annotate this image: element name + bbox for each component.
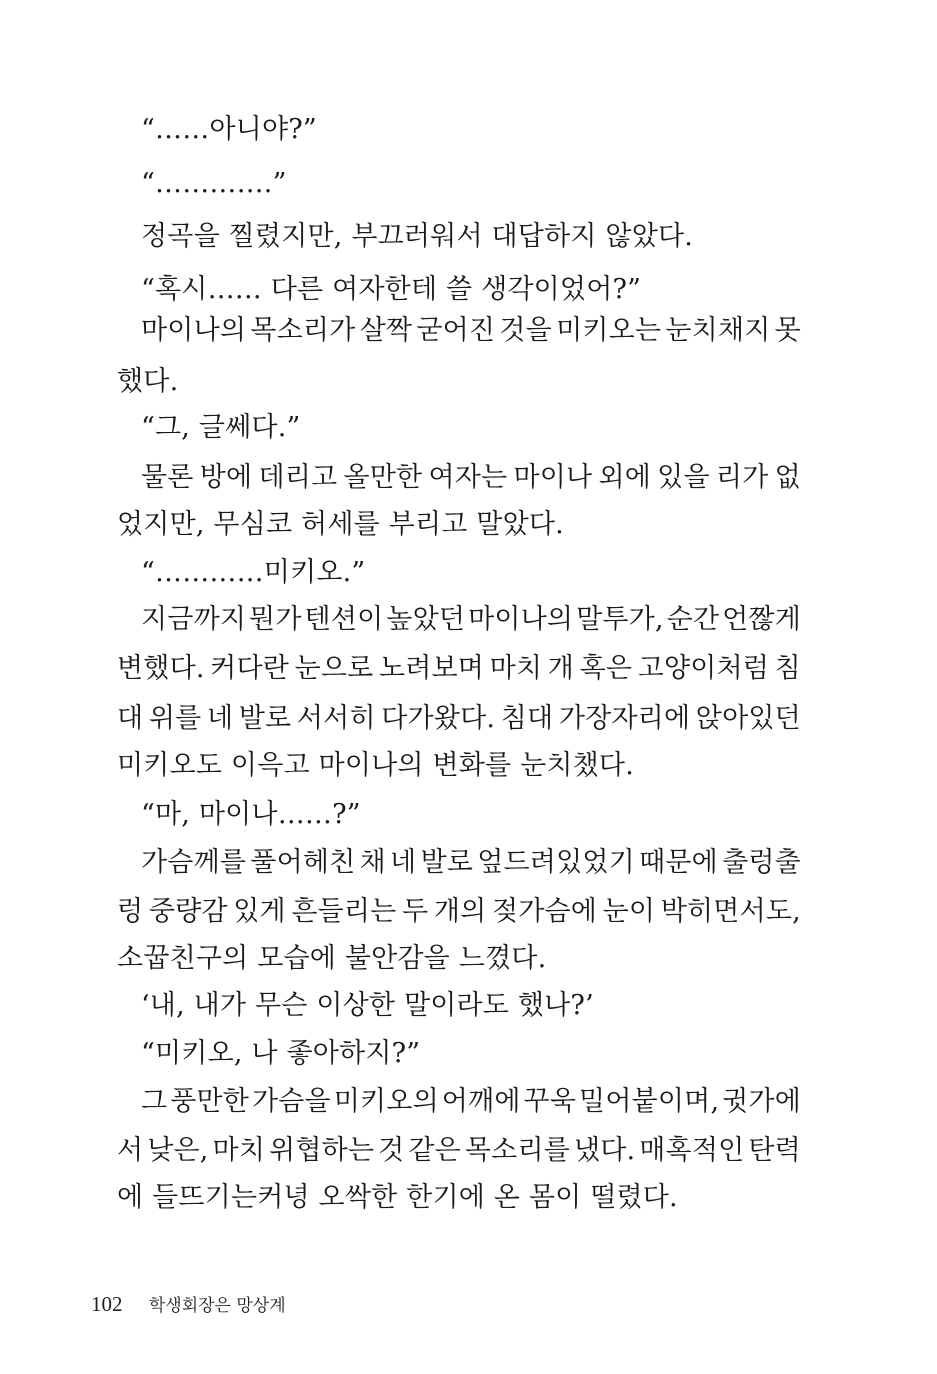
text-line <box>117 1133 801 1169</box>
word: 고양이처럼 <box>637 653 770 684</box>
word: 위협하는 <box>269 1135 375 1166</box>
word: 텐션이 <box>304 604 384 635</box>
word: 매혹적인 <box>639 1135 745 1166</box>
word: 흔들리는 <box>291 896 397 927</box>
word: 있게 <box>233 896 286 927</box>
word: 마치 <box>212 1135 266 1166</box>
word: 대 <box>117 703 144 734</box>
word: 네 <box>206 703 234 734</box>
word: 미키오의 <box>333 1086 439 1117</box>
word: 서 <box>117 1135 144 1166</box>
text-line: 었지만, 무심코 허세를 부리고 말았다. <box>117 509 564 540</box>
text-line <box>117 651 801 687</box>
word: 언짢게 <box>722 604 801 635</box>
word: 노려보며 <box>378 653 485 684</box>
word: 풍만한 <box>170 1086 250 1117</box>
word: 젖가슴에 <box>491 896 598 927</box>
text-line <box>117 894 801 930</box>
word: 같은 <box>408 1135 461 1166</box>
word: 침 <box>774 653 801 684</box>
word: 채 <box>359 847 386 878</box>
word: 출렁출 <box>722 847 801 878</box>
word: 못 <box>774 315 801 346</box>
word: 미키오는 <box>556 315 662 346</box>
word: 귓가에 <box>722 1086 801 1117</box>
word: 어깨에 <box>441 1086 521 1117</box>
word: 위를 <box>148 703 202 734</box>
word: 밀어붙이며, <box>579 1086 720 1117</box>
word: 발로 <box>238 703 292 734</box>
word: 엎드려있었기 <box>477 847 635 878</box>
text-line: “마, 마이나……?” <box>141 799 361 830</box>
word: 커다란 <box>210 653 290 684</box>
text-line: “혹시…… 다른 여자한테 쓸 생각이었어?” <box>141 274 642 305</box>
word: 목소리가 <box>250 315 356 346</box>
word: 목소리를 <box>464 1135 571 1166</box>
text-line <box>141 1084 801 1120</box>
text-line <box>117 701 801 737</box>
text-line <box>141 845 801 881</box>
word: 풀어헤친 <box>250 847 356 878</box>
word: 것을 <box>499 315 552 346</box>
text-line: “그, 글쎄다.” <box>141 412 301 443</box>
word: 외에 <box>598 462 652 493</box>
word: 가슴을 <box>251 1086 331 1117</box>
word: 냈다. <box>573 1135 636 1166</box>
text-line: 정곡을 찔렸지만, 부끄러워서 대답하지 않았다. <box>141 221 694 252</box>
word: 서서히 <box>296 703 376 734</box>
word: 살짝 <box>359 315 413 346</box>
word: 올만한 <box>343 462 423 493</box>
page-footer <box>91 1290 286 1320</box>
word: 리가 <box>715 462 769 493</box>
word: 마이나의 <box>468 604 574 635</box>
text-line <box>141 313 801 349</box>
text-line <box>141 602 801 638</box>
word: 없 <box>774 462 801 493</box>
word: 개 <box>547 653 575 684</box>
word: 눈치채지 <box>665 315 771 346</box>
word: 지금까지 <box>141 604 247 635</box>
word: 마이나 <box>513 462 593 493</box>
text-line: “……아니야?” <box>141 114 317 145</box>
word: 눈으로 <box>294 653 374 684</box>
word: 네 <box>390 847 417 878</box>
word: 눈이 <box>602 896 656 927</box>
word: 방에 <box>199 462 253 493</box>
word: 변했다. <box>117 653 205 684</box>
word: 렁 <box>117 896 144 927</box>
word: 있을 <box>657 462 710 493</box>
text-line: “미키오, 나 좋아하지?” <box>141 1038 421 1069</box>
word: 침대 <box>500 703 554 734</box>
page-number: 102 <box>91 1292 123 1316</box>
word: 그 <box>141 1086 168 1117</box>
text-line: 에 들뜨기는커녕 오싹한 한기에 온 몸이 떨렸다. <box>117 1182 678 1213</box>
text-line: ‘내, 내가 무슨 이상한 말이라도 했나?’ <box>141 990 594 1021</box>
running-title: 학생회장은 망상계 <box>148 1296 286 1316</box>
word: 낮은, <box>147 1135 209 1166</box>
word: 마이나의 <box>141 315 247 346</box>
text-line: 소꿉친구의 모습에 불안감을 느꼈다. <box>117 943 547 974</box>
word: 가장자리에 <box>558 703 691 734</box>
word: 높았던 <box>386 604 466 635</box>
word: 다가왔다. <box>381 703 496 734</box>
word: 마치 <box>489 653 543 684</box>
text-line: “………….” <box>141 168 287 199</box>
word: 가슴께를 <box>141 847 247 878</box>
word: 때문에 <box>639 847 718 878</box>
word: 탄력 <box>748 1135 801 1166</box>
word: 말투가, <box>576 604 664 635</box>
word: 혹은 <box>579 653 633 684</box>
word: 박히면서도, <box>660 896 801 927</box>
word: 중량감 <box>148 896 228 927</box>
word: 순간 <box>666 604 720 635</box>
word: 여자는 <box>428 462 508 493</box>
word: 데리고 <box>258 462 338 493</box>
text-line: “…………미키오.” <box>141 557 366 588</box>
word: 굳어진 <box>416 315 496 346</box>
word: 두 <box>402 896 429 927</box>
word: 개의 <box>433 896 487 927</box>
word: 물론 <box>141 462 194 493</box>
text-line <box>141 460 801 496</box>
word: 것 <box>378 1135 405 1166</box>
text-line: 미키오도 이윽고 마이나의 변화를 눈치챘다. <box>117 750 634 781</box>
word: 발로 <box>420 847 474 878</box>
word: 앉아있던 <box>695 703 801 734</box>
word: 꾸욱 <box>523 1086 577 1117</box>
text-line: 했다. <box>117 366 179 397</box>
word: 뭔가 <box>249 604 302 635</box>
